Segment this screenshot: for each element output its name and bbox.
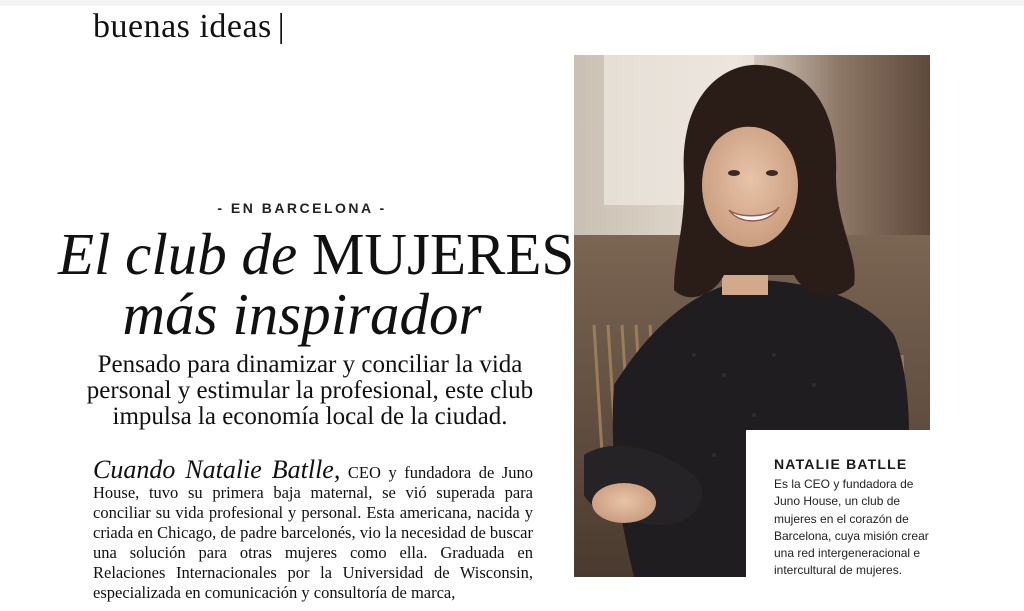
section-label: buenas ideas	[93, 8, 272, 45]
headline-line-2: más inspirador	[122, 281, 482, 347]
section-separator: |	[277, 8, 286, 45]
article-deck: Pensado para dinamizar y conciliar la vida personal y estimular la profesional, este club impulsa la economía local de la ciudad.	[86, 351, 534, 430]
article-body	[93, 455, 533, 603]
photo-caption	[746, 430, 946, 590]
headline-italic-part: El club de	[58, 221, 298, 287]
headline-line-1	[58, 222, 574, 286]
body-text: CEO y fundadora de Juno House, tuvo su primera baja maternal, se vió superada para conciliar su vida profesional y personal. Esta americana, nacida y criada en Chicago, de padre barcelonés, vio la necesidad de buscar una solución para otras mujeres como ella. Graduada en Relaciones Internacionales por la Universidad de Wisconsin, especializada en comunicación y consultoría de marca,	[93, 463, 533, 602]
body-lead-in: Cuando Natalie Batlle,	[93, 455, 341, 484]
caption-text: Es la CEO y fundadora de Juno House, un club de mujeres en el corazón de Barcelona, cuya misión crear una red intergeneracional e intercultural de mujeres.	[774, 477, 929, 578]
caption-name: NATALIE BATLLE	[774, 456, 908, 472]
article-kicker: - EN BARCELONA -	[217, 200, 387, 216]
section-header	[93, 8, 285, 46]
headline-caps-part: MUJERES	[311, 221, 575, 287]
top-edge-strip	[0, 0, 1024, 6]
